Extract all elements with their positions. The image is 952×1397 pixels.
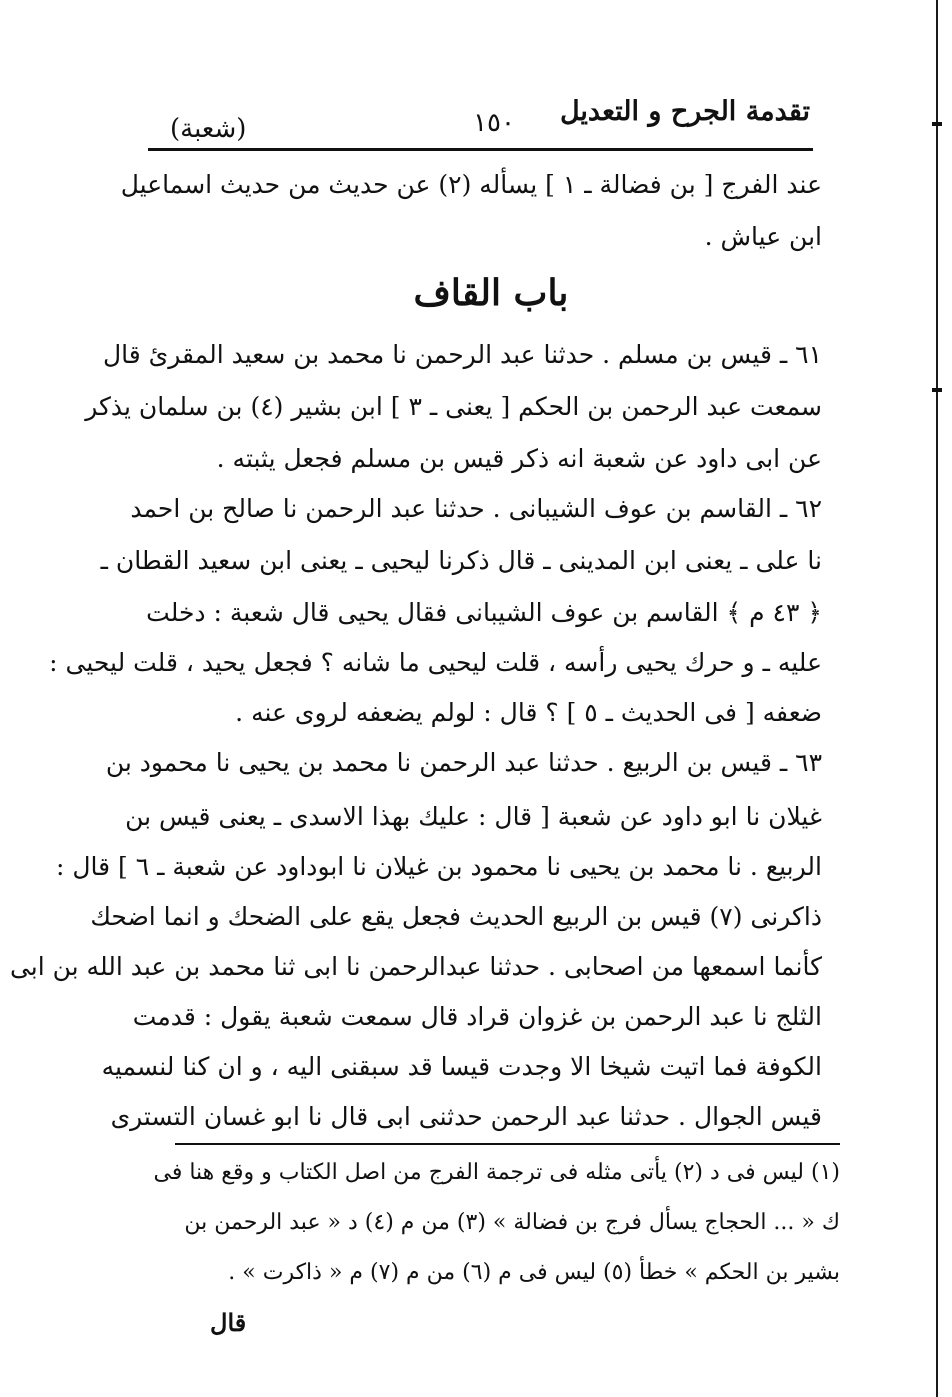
footnote-line: بشير بن الحكم » خطأ (٥) ليس فى م (٦) من م (٧) م « ذاكرت » .	[228, 1260, 840, 1285]
page-number: ١٥٠	[473, 108, 515, 138]
text-line: ٦٣ ـ قيس بن الربيع . حدثنا عبد الرحمن نا محمد بن يحيى نا محمود بن	[105, 748, 822, 777]
footnote-line: ك « ... الحجاج يسأل فرج بن فضالة » (٣) من م (٤) د « عبد الرحمن بن	[184, 1210, 840, 1235]
scan-edge-mark	[932, 388, 942, 392]
catchword: قال	[210, 1308, 247, 1337]
text-line: عليه ـ و حرك يحيى رأسه ، قلت ليحيى ما شانه ؟ فجعل يحيد ، قلت ليحيى :	[49, 648, 822, 677]
page-header	[150, 96, 810, 150]
footnote-rule	[175, 1143, 840, 1145]
text-line: عن ابى داود عن شعبة انه ذكر قيس بن مسلم فجعل يثبته .	[216, 444, 822, 473]
section-name: (شعبة)	[170, 114, 247, 144]
header-rule	[148, 148, 813, 151]
text-line: كأنما اسمعها من اصحابى . حدثنا عبدالرحمن نا ابى ثنا محمد بن عبد الله بن ابى	[9, 952, 822, 981]
text-line: ذاكرنى (٧) قيس بن الربيع الحديث فجعل يقع على الضحك و انما اضحك	[90, 902, 822, 931]
text-line: ابن عياش .	[704, 222, 822, 251]
text-line: ٦٢ ـ القاسم بن عوف الشيبانى . حدثنا عبد الرحمن نا صالح بن احمد	[130, 494, 822, 523]
text-line: قيس الجوال . حدثنا عبد الرحمن حدثنى ابى قال نا ابو غسان التسترى	[110, 1102, 822, 1131]
text-line: الكوفة فما اتيت شيخا الا وجدت قيسا قد سبقنى اليه ، و ان كنا لنسميه	[101, 1052, 822, 1081]
scan-edge-line	[936, 0, 938, 1397]
chapter-heading: باب القاف	[413, 272, 569, 314]
scan-edge-mark	[932, 122, 942, 126]
text-line: نا على ـ يعنى ابن المدينى ـ قال ذكرنا ليحيى ـ يعنى ابن سعيد القطان ـ	[100, 546, 822, 575]
text-line: الربيع . نا محمد بن يحيى نا محمود بن غيلان نا ابوداود عن شعبة ـ ٦ ] قال :	[55, 852, 822, 881]
text-line: عند الفرج [ بن فضالة ـ ١ ] يسأله (٢) عن حديث من حديث اسماعيل	[120, 170, 822, 199]
text-line: سمعت عبد الرحمن بن الحكم [ يعنى ـ ٣ ] ابن بشير (٤) بن سلمان يذكر	[85, 392, 822, 421]
text-line: غيلان نا ابو داود عن شعبة [ قال : عليك بهذا الاسدى ـ يعنى قيس بن	[125, 802, 822, 831]
text-line: الثلج نا عبد الرحمن بن غزوان قراد قال سمعت شعبة يقول : قدمت	[132, 1002, 822, 1031]
running-title: تقدمة الجرح و التعديل	[559, 96, 810, 127]
text-line: ﴿ ٤٣ م ﴾ القاسم بن عوف الشيبانى فقال يحيى قال شعبة : دخلت	[146, 598, 822, 627]
footnote-line: (١) ليس فى د (٢) يأتى مثله فى ترجمة الفرج من اصل الكتاب و وقع هنا فى	[153, 1160, 840, 1185]
text-line: ٦١ ـ قيس بن مسلم . حدثنا عبد الرحمن نا محمد بن سعيد المقرئ قال	[102, 340, 822, 369]
text-line: ضعفه [ فى الحديث ـ ٥ ] ؟ قال : لولم يضعفه لروى عنه .	[235, 698, 822, 727]
